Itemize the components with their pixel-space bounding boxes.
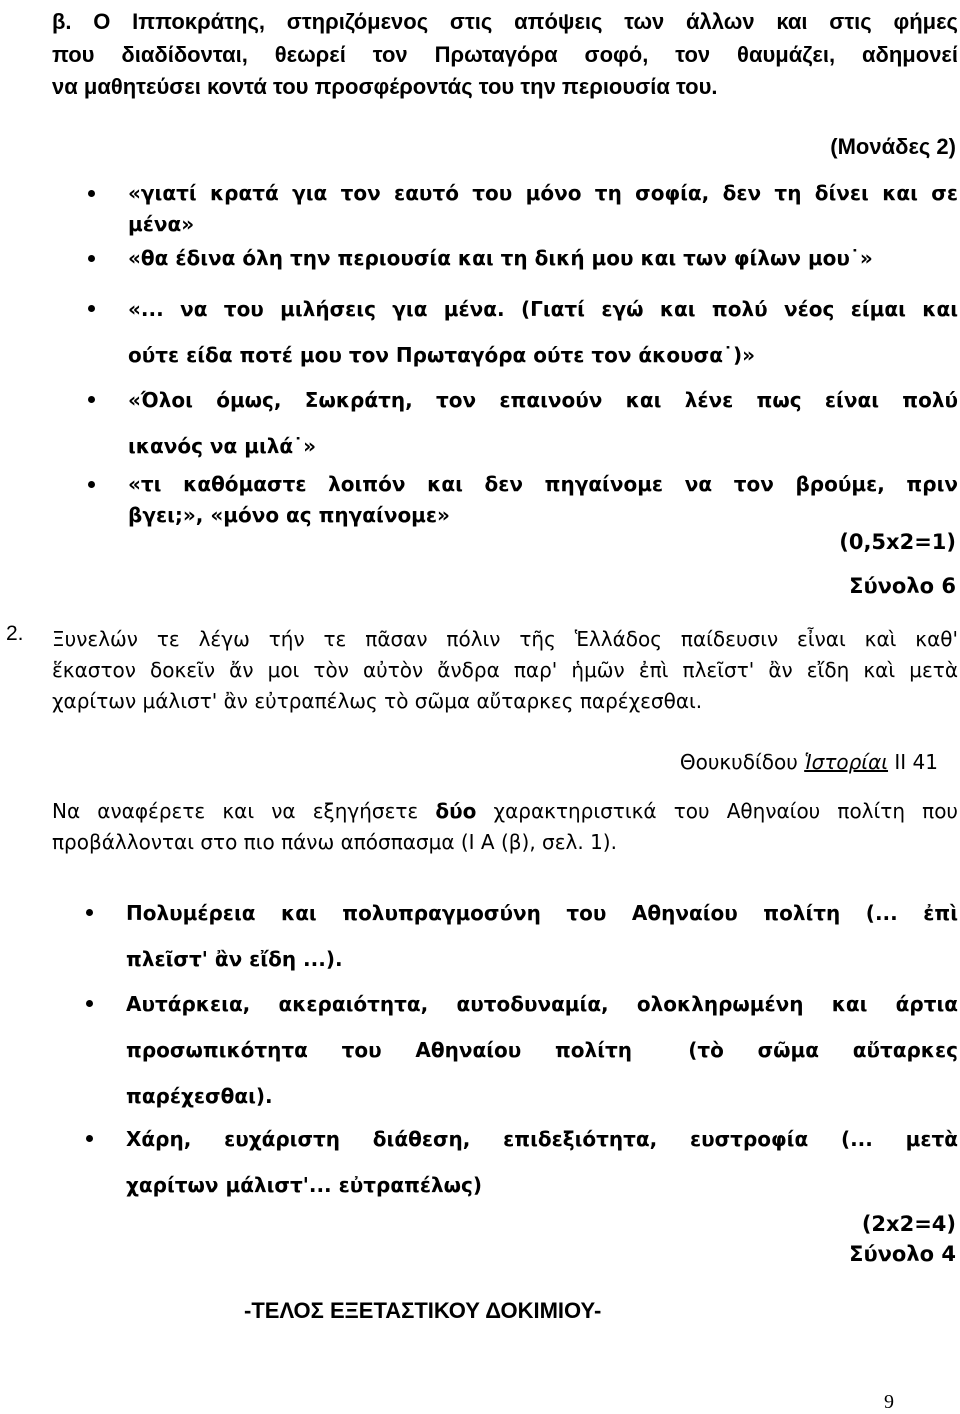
list-item-line: «θα έδινα όλη την περιουσία και τη δική μου και των φίλων μου˙» [128, 246, 873, 270]
source-author: Θουκυδίδου [679, 750, 798, 774]
quote-line: ἕκαστον δοκεῖν ἄν μοι τὸν αὐτὸν ἄνδρα παρ' ἡμῶν ἐπὶ πλεῖστ' ἂν εἴδη καὶ μετὰ [52, 658, 958, 682]
question-line [52, 796, 958, 827]
list-item-line: προσωπικότητα του Αθηναίου πολίτη (τὸ σῶμα αὔταρκες [126, 1038, 958, 1062]
list-item-line: ικανός να μιλά˙» [128, 434, 317, 458]
intro-line: να μαθητεύσει κοντά του προσφέροντάς του την περιουσία του. [52, 74, 718, 99]
list-item-line: μένα» [128, 212, 195, 236]
ancient-quote [52, 624, 958, 717]
list-item-line: «Όλοι όμως, Σωκράτη, τον επαινούν και λένε πως είναι πολύ [128, 388, 958, 412]
question-part: Να αναφέρετε και να εξηγήσετε [52, 799, 419, 823]
list-item [126, 890, 958, 982]
quote-source [680, 750, 938, 774]
list-item-line: χαρίτων μάλιστ'... εὐτραπέλως) [126, 1173, 483, 1197]
quote-line: χαρίτων μάλιστ' ἂν εὐτραπέλως τὸ σῶμα αὔταρκες παρέχεσθαι. [52, 689, 703, 713]
bullet-icon [88, 255, 95, 262]
bullet-icon [86, 1135, 93, 1142]
bullet-icon [86, 1000, 93, 1007]
source-ref: II 41 [894, 750, 938, 774]
list-item [128, 178, 958, 240]
intro-line: που διαδίδονται, θεωρεί τον Πρωταγόρα σοφό, τον θαυμάζει, αδημονεί [52, 41, 958, 67]
score-label: (0,5x2=1) [839, 530, 956, 554]
list-item-line: παρέχεσθαι). [126, 1084, 273, 1108]
question-text [52, 796, 958, 858]
list-item-line: πλεῖστ' ἂν εἴδη ...). [126, 947, 343, 971]
score-label: (2x2=4) [861, 1212, 956, 1236]
list-item-line: Πολυμέρεια και πολυπραγμοσύνη του Αθηναίου πολίτη (... ἐπὶ [126, 901, 958, 925]
list-item [128, 377, 958, 469]
end-of-exam-text: -ΤΕΛΟΣ ΕΞΕΤΑΣΤΙΚΟΥ ΔΟΚΙΜΙΟΥ- [244, 1298, 602, 1323]
question-part: χαρακτηριστικά του Αθηναίου πολίτη που [493, 799, 959, 823]
total-label: Σύνολο 6 [849, 574, 956, 598]
total-label: Σύνολο 4 [849, 1242, 956, 1266]
list-item-line: «γιατί κρατά για τον εαυτό του μόνο τη σοφία, δεν τη δίνει και σε [128, 181, 958, 205]
list-item-line: «... να του μιλήσεις για μένα. (Γιατί εγώ και πολύ νέος είμαι και [128, 297, 958, 321]
bullet-icon [88, 481, 95, 488]
list-item-line: Αυτάρκεια, ακεραιότητα, αυτοδυναμία, ολοκληρωμένη και άρτια [126, 992, 958, 1016]
question-number: 2. [6, 622, 24, 645]
list-item [126, 1116, 958, 1208]
list-item-line: Χάρη, ευχάριστη διάθεση, επιδεξιότητα, ευστροφία (... μετὰ [126, 1127, 958, 1151]
points-label: (Μονάδες 2) [830, 134, 956, 159]
list-item [128, 243, 958, 274]
bullet-icon [86, 909, 93, 916]
question-line: προβάλλονται στο πιο πάνω απόσπασμα (Ι Α (β), σελ. 1). [52, 830, 617, 854]
list-item [126, 981, 958, 1119]
list-item [128, 286, 958, 378]
page-number: 9 [884, 1391, 894, 1413]
bullet-icon [88, 190, 95, 197]
intro-line: β. Ο Ιπποκράτης, στηριζόμενος στις απόψεις των άλλων και στις φήμες [52, 9, 958, 34]
section-b-intro [52, 6, 958, 104]
bullet-icon [88, 305, 95, 312]
bullet-icon [88, 396, 95, 403]
source-work: Ἱστορίαι [804, 750, 889, 774]
list-item-line: «τι καθόμαστε λοιπόν και δεν πηγαίνομε να τον βρούμε, πριν [128, 472, 958, 496]
list-item-line: βγει;», «μόνο ας πηγαίνομε» [128, 503, 450, 527]
list-item-line: ούτε είδα ποτέ μου τον Πρωταγόρα ούτε τον άκουσα˙)» [128, 343, 756, 367]
list-item [128, 469, 958, 531]
quote-line: Ξυνελών τε λέγω τήν τε πᾶσαν πόλιν τῆς Ἑλλάδος παίδευσιν εἶναι καὶ καθ' [52, 627, 958, 651]
question-emphasis: δύο [435, 799, 477, 823]
